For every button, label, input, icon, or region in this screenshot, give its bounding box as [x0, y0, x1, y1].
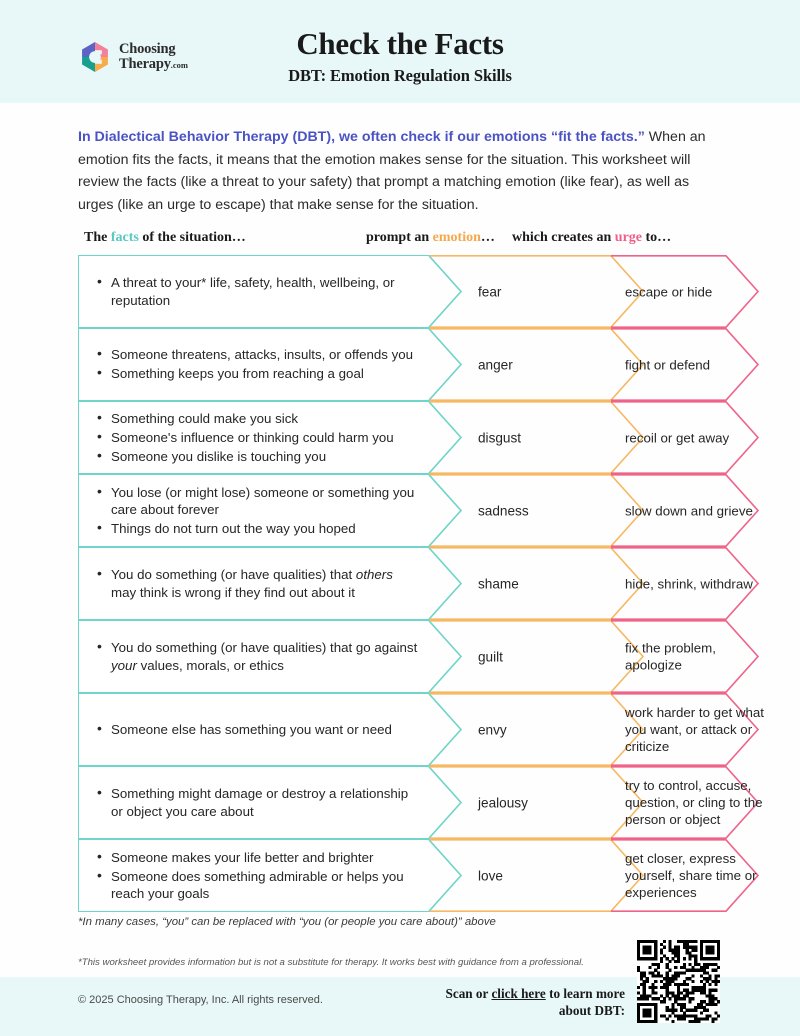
- facts-cell: [78, 693, 430, 766]
- fact-item: • Things do not turn out the way you hoped: [95, 520, 419, 537]
- facts-cell: [78, 474, 430, 547]
- emotion-cell: [430, 766, 611, 839]
- urge-cell: [611, 620, 726, 693]
- table-row: [78, 620, 726, 693]
- column-header-urge: which creates an urge to…: [512, 230, 672, 245]
- fact-item: • You do something (or have qualities) that others may think is wrong if they find out about it: [95, 566, 419, 601]
- urge-label: fight or defend: [625, 356, 711, 372]
- emotion-cell: [430, 693, 611, 766]
- urge-cell: [611, 766, 763, 839]
- facts-list: [95, 345, 419, 384]
- fact-item: • Something could make you sick: [95, 410, 419, 427]
- emotion-cell: [430, 620, 611, 693]
- emotion-cell: [430, 547, 611, 620]
- urge-label: hide, shrink, withdraw: [625, 575, 753, 591]
- emotion-label: jealousy: [478, 795, 528, 810]
- table-row: [78, 693, 764, 766]
- fact-item: • A threat to your* life, safety, health, wellbeing, or reputation: [95, 274, 419, 309]
- facts-list: [95, 847, 419, 904]
- urge-label: escape or hide: [625, 283, 713, 299]
- facts-list: [95, 482, 419, 539]
- fact-item: • Something keeps you from reaching a goal: [95, 365, 419, 382]
- qr-code-image: [637, 940, 720, 1023]
- table-row: [78, 255, 726, 328]
- fact-item: • Someone else has something you want or need: [95, 721, 419, 738]
- emotion-label: disgust: [478, 430, 522, 445]
- click-here-link[interactable]: click here: [491, 986, 546, 1001]
- facts-keyword: facts: [110, 230, 139, 245]
- facts-list: [95, 273, 419, 311]
- urge-cell: [611, 547, 753, 620]
- intro-paragraph: [78, 126, 708, 216]
- facts-list: [95, 565, 419, 603]
- emotion-label: sadness: [478, 503, 529, 518]
- fact-item: • You do something (or have qualities) that go against your values, morals, or ethics: [95, 639, 419, 674]
- fact-item: • Something might damage or destroy a relationship or object you care about: [95, 785, 419, 820]
- facts-cell: [78, 401, 430, 474]
- emotion-cell: [430, 474, 611, 547]
- fact-item: • Someone does something admirable or helps you reach your goals: [95, 868, 419, 903]
- copyright-text: © 2025 Choosing Therapy, Inc. All rights reserved.: [78, 994, 323, 1006]
- emotion-label: envy: [478, 722, 507, 737]
- scan-post: to learn more about DBT:: [545, 986, 625, 1018]
- facts-cell: [78, 620, 430, 693]
- facts-cell: [78, 328, 430, 401]
- table-row: [78, 401, 730, 474]
- fact-item: • Someone you dislike is touching you: [95, 448, 419, 465]
- table-row: [78, 766, 763, 839]
- emotion-label: love: [478, 868, 503, 883]
- table-row: [78, 474, 753, 547]
- urge-cell: [611, 255, 726, 328]
- emotion-label: guilt: [478, 649, 503, 664]
- column-headers: [78, 230, 728, 250]
- facts-emotion-urge-table: [78, 255, 764, 912]
- table-row: [78, 328, 726, 401]
- urge-cell: [611, 693, 764, 766]
- table-row: [78, 839, 757, 912]
- emotion-keyword: emotion: [432, 230, 481, 245]
- fact-item: • Someone threatens, attacks, insults, or offends you: [95, 346, 419, 363]
- fact-item: • Someone makes your life better and brighter: [95, 849, 419, 866]
- emotion-cell: [430, 401, 611, 474]
- facts-cell: [78, 255, 430, 328]
- logo-domain-suffix: .com: [170, 60, 189, 70]
- urge-label: slow down and grieve: [625, 502, 753, 518]
- emotion-cell: [430, 255, 611, 328]
- emotion-label: anger: [478, 357, 513, 372]
- logo-line-2: Therapy.com: [119, 56, 189, 72]
- column-header-facts: The facts of the situation…: [84, 230, 246, 245]
- urge-label: work harder to get what you want, or attack or criticize: [625, 704, 764, 755]
- scan-pre: Scan or: [445, 986, 492, 1001]
- intro-rest: When an emotion fits the facts, it means that the emotion makes sense for the situation. This worksheet will review the facts (like a threat to your safety) that prompt a matching emotion (like fear), as well as urges (like an urge to escape) that make sense for the situation.: [78, 129, 706, 213]
- facts-cell: [78, 547, 430, 620]
- footnote-you: *In many cases, “you” can be replaced with “you (or people you care about)” above: [78, 916, 496, 928]
- logo-line-1: Choosing: [119, 41, 176, 58]
- urge-label: get closer, express yourself, share time or experiences: [625, 850, 757, 901]
- facts-list: [95, 784, 419, 822]
- urge-cell: [611, 401, 730, 474]
- facts-cell: [78, 839, 430, 912]
- page-subtitle: DBT: Emotion Regulation Skills: [288, 65, 512, 85]
- emotion-cell: [430, 328, 611, 401]
- scan-cta: [420, 985, 625, 1019]
- fact-item: • Someone's influence or thinking could harm you: [95, 429, 419, 446]
- urge-cell: [611, 474, 753, 547]
- table-row: [78, 547, 753, 620]
- facts-list: [95, 408, 419, 466]
- emotion-label: fear: [478, 284, 502, 299]
- page-title: Check the Facts: [296, 26, 504, 61]
- facts-cell: [78, 766, 430, 839]
- urge-cell: [611, 839, 757, 912]
- urge-keyword: urge: [614, 230, 643, 245]
- intro-lead: In Dialectical Behavior Therapy (DBT), we often check if our emotions “fit the facts.”: [78, 129, 645, 145]
- disclaimer-text: *This worksheet provides information but is not a substitute for therapy. It works best with guidance from a professional.: [78, 957, 584, 968]
- fact-item: • You lose (or might lose) someone or something you care about forever: [95, 484, 419, 519]
- urge-label: fix the problem, apologize: [625, 640, 716, 673]
- facts-list: [95, 638, 419, 676]
- urge-label: recoil or get away: [625, 429, 730, 445]
- qr-code[interactable]: [637, 940, 720, 1023]
- emotion-label: shame: [478, 576, 519, 591]
- column-header-emotion: prompt an emotion…: [366, 230, 495, 245]
- title-block: [0, 26, 800, 86]
- urge-cell: [611, 328, 726, 401]
- facts-list: [95, 719, 419, 739]
- urge-label: try to control, accuse, question, or cling to the person or object: [625, 777, 763, 828]
- emotion-cell: [430, 839, 611, 912]
